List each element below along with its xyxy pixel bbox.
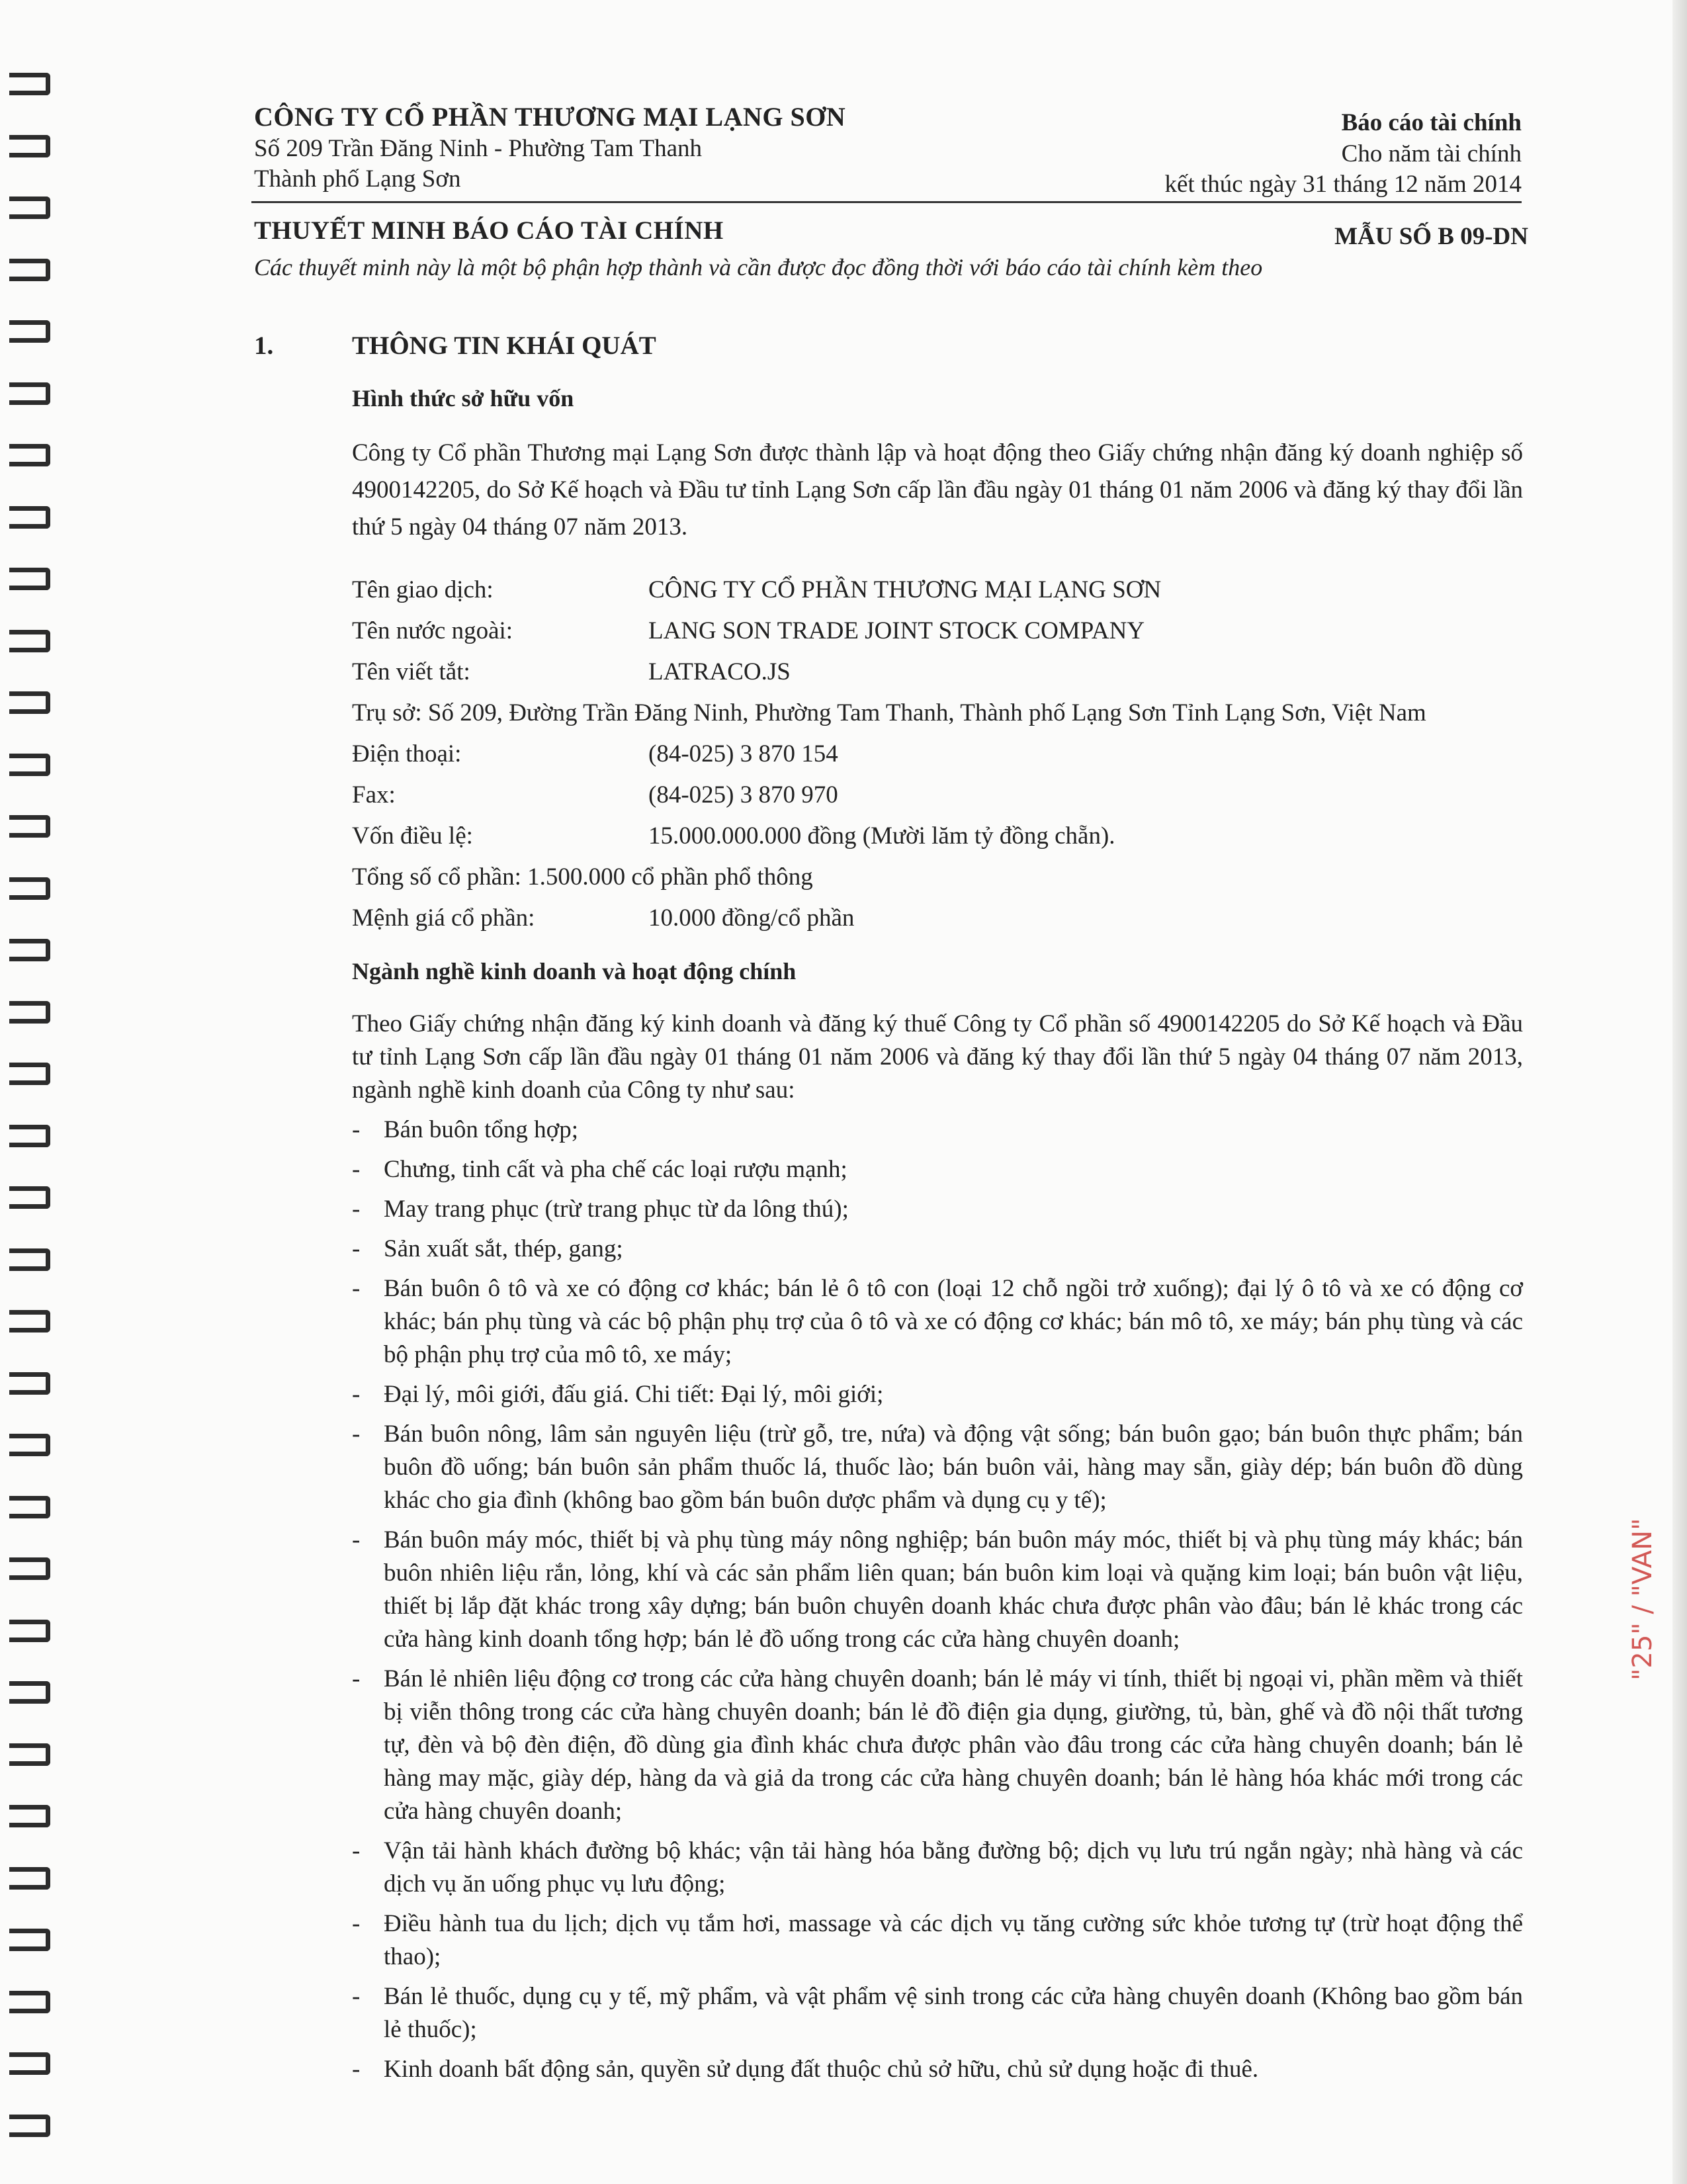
binding-ring: [9, 1557, 50, 1580]
business-line-item: - Bán lẻ thuốc, dụng cụ y tế, mỹ phẩm, và vật phẩm vệ sinh trong các cửa hàng chuyên doanh (Không bao gồm bán lẻ thuốc);: [352, 1980, 1523, 2046]
business-lines-list: [352, 1114, 1523, 2086]
form-code: MẪU SỐ B 09-DN: [1334, 223, 1528, 250]
info-value: LATRACO.JS: [648, 658, 791, 685]
section-title: THUYẾT MINH BÁO CÁO TÀI CHÍNH: [254, 216, 724, 245]
binding-ring: [9, 1310, 50, 1332]
binding-ring: [9, 691, 50, 714]
binding-ring: [9, 2115, 50, 2137]
business-line-item: - Sản xuất sắt, thép, gang;: [352, 1233, 1523, 1266]
business-line-item: - Bán buôn máy móc, thiết bị và phụ tùng máy nông nghiệp; bán buôn máy móc, thiết bị và phụ tùng máy khác; bán buôn nhiên liệu rắn, lỏng, khí và các sản phẩm liên quan; bán buôn kim loại và quặng kim loại; bán buôn vật liệu, thiết bị lắp đặt khác trong xây dựng; bán buôn chuyên doanh khác chưa được phân vào đâu; bán lẻ khác trong các cửa hàng kinh doanh tổng hợp; bán lẻ đồ uống trong các cửa hàng chuyên doanh;: [352, 1524, 1523, 1656]
company-name: CÔNG TY CỔ PHẦN THƯƠNG MẠI LẠNG SƠN: [254, 102, 846, 132]
general-info-body: [352, 384, 1523, 2086]
binding-ring: [9, 1372, 50, 1395]
binding-ring: [9, 197, 50, 219]
binding-ring: [9, 630, 50, 652]
binding-ring: [9, 815, 50, 838]
binding-ring: [9, 1805, 50, 1827]
binding-ring: [9, 1186, 50, 1209]
binding-ring: [9, 2052, 50, 2075]
binding-ring: [9, 1743, 50, 1766]
info-value: LANG SON TRADE JOINT STOCK COMPANY: [648, 617, 1145, 644]
business-line-item: - Điều hành tua du lịch; dịch vụ tắm hơi, massage và các dịch vụ tăng cường sức khỏe tương tự (trừ hoạt động thể thao);: [352, 1907, 1523, 1974]
general-info-heading: [254, 331, 1523, 361]
binding-ring: [9, 444, 50, 466]
business-intro: Theo Giấy chứng nhận đăng ký kinh doanh và đăng ký thuế Công ty Cổ phần số 4900142205 do Sở Kế hoạch và Đầu tư tỉnh Lạng Sơn cấp lần đầu ngày 01 tháng 01 năm 2006 và đăng ký thay đổi lần thứ 5 ngày 04 tháng 07 năm 2013, ngành nghề kinh doanh của Công ty như sau:: [352, 1010, 1523, 1104]
heading-text: THÔNG TIN KHÁI QUÁT: [352, 331, 656, 360]
heading-number: 1.: [254, 331, 274, 360]
business-line-item: - Bán lẻ nhiên liệu động cơ trong các cửa hàng chuyên doanh; bán lẻ máy vi tính, thiết bị ngoại vi, phần mềm và thiết bị viễn thông trong các cửa hàng chuyên doanh; bán lẻ đồ điện gia dụng, giường, tủ, bàn, ghế và đồ nội thất tương tự, đèn và bộ đèn điện, đồ dùng gia đình khác chưa được phân vào đâu trong các cửa hàng chuyên doanh; bán lẻ hàng may mặc, giày dép, hàng da và giả da trong các cửa hàng chuyên doanh; bán lẻ hàng hóa khác mới trong các cửa hàng chuyên doanh;: [352, 1663, 1523, 1828]
business-line-item: - Chưng, tinh cất và pha chế các loại rượu mạnh;: [352, 1153, 1523, 1186]
binding-ring: [9, 568, 50, 590]
company-info-table: [352, 570, 1523, 939]
binding-ring: [9, 1681, 50, 1704]
company-address-line2: Thành phố Lạng Sơn: [254, 165, 461, 193]
info-row-fax: [352, 775, 1523, 816]
info-label: Tên nước ngoài:: [352, 617, 513, 644]
info-label: Tên viết tắt:: [352, 658, 470, 685]
business-heading: Ngành nghề kinh doanh và hoạt động chính: [352, 958, 797, 984]
margin-handwritten-mark: "25" / "VAN": [1627, 1518, 1658, 1681]
binding-ring: [9, 1125, 50, 1147]
binding-ring: [9, 1248, 50, 1271]
section-subtitle: Các thuyết minh này là một bộ phận hợp thành và cần được đọc đồng thời với báo cáo tài chính kèm theo: [254, 254, 1263, 281]
binding-ring: [9, 754, 50, 776]
binding-ring: [9, 1867, 50, 1890]
info-value: (84-025) 3 870 154: [648, 740, 838, 767]
ownership-heading: Hình thức sở hữu vốn: [352, 385, 574, 412]
page-edge-shadow: [1672, 0, 1687, 2184]
binding-ring: [9, 1620, 50, 1642]
info-value: CÔNG TY CỔ PHẦN THƯƠNG MẠI LẠNG SƠN: [648, 576, 1162, 603]
info-label: Điện thoại:: [352, 740, 462, 767]
binding-ring: [9, 939, 50, 961]
info-value: 10.000 đồng/cổ phần: [648, 904, 855, 932]
report-header: [1059, 107, 1522, 200]
info-row-trade-name: [352, 570, 1523, 611]
binding-ring: [9, 1063, 50, 1085]
business-line-item: - Vận tải hành khách đường bộ khác; vận tải hàng hóa bằng đường bộ; dịch vụ lưu trú ngắn ngày; nhà hàng và các dịch vụ ăn uống phục vụ lưu động;: [352, 1835, 1523, 1901]
binding-ring: [9, 320, 50, 343]
business-line-item: - Đại lý, môi giới, đấu giá. Chi tiết: Đại lý, môi giới;: [352, 1378, 1523, 1411]
info-value: (84-025) 3 870 970: [648, 781, 838, 808]
binding-ring: [9, 877, 50, 900]
report-period-line1: Cho năm tài chính: [1341, 140, 1522, 167]
info-label: Tên giao dịch:: [352, 576, 494, 603]
info-label: Fax:: [352, 781, 396, 808]
binding-ring: [9, 506, 50, 529]
spiral-binding: [9, 73, 56, 2177]
ownership-paragraph: Công ty Cổ phần Thương mại Lạng Sơn được thành lập và hoạt động theo Giấy chứng nhận đăng ký doanh nghiệp số 4900142205, do Sở Kế hoạch và Đầu tư tỉnh Lạng Sơn cấp lần đầu ngày 01 tháng 01 năm 2006 và đăng ký thay đổi lần thứ 5 ngày 04 tháng 07 năm 2013.: [352, 439, 1523, 541]
binding-ring: [9, 135, 50, 157]
business-line-item: - Bán buôn ô tô và xe có động cơ khác; bán lẻ ô tô con (loại 12 chỗ ngồi trở xuống); đại lý ô tô và xe có động cơ khác; bán phụ tùng và các bộ phận phụ trợ của ô tô và xe có động cơ khác; bán mô tô, xe máy; bán phụ tùng và các bộ phận phụ trợ của mô tô, xe máy;: [352, 1272, 1523, 1372]
business-line-item: - Bán buôn nông, lâm sản nguyên liệu (trừ gỗ, tre, nứa) và động vật sống; bán buôn gạo; bán buôn thực phẩm; bán buôn đồ uống; bán buôn sản phẩm thuốc lá, thuốc lào; bán buôn vải, hàng may sẵn, giày dép; bán buôn đồ dùng khác cho gia đình (không bao gồm bán buôn dược phẩm và dụng cụ y tế);: [352, 1418, 1523, 1517]
info-row-capital: [352, 816, 1523, 857]
company-header: [254, 101, 982, 195]
info-row-headquarters: Trụ sở: Số 209, Đường Trần Đăng Ninh, Phường Tam Thanh, Thành phố Lạng Sơn Tỉnh Lạng Sơn, Việt Nam: [352, 699, 1426, 726]
binding-ring: [9, 1991, 50, 2013]
binding-ring: [9, 1496, 50, 1518]
info-row-foreign-name: [352, 611, 1523, 652]
info-label: Mệnh giá cổ phần:: [352, 904, 535, 932]
business-line-item: - Kinh doanh bất động sản, quyền sử dụng đất thuộc chủ sở hữu, chủ sử dụng hoặc đi thuê.: [352, 2053, 1523, 2086]
binding-ring: [9, 382, 50, 405]
binding-ring: [9, 1001, 50, 1024]
binding-ring: [9, 1434, 50, 1456]
binding-ring: [9, 1929, 50, 1951]
info-row-shares: Tổng số cổ phần: 1.500.000 cổ phần phổ thông: [352, 863, 813, 891]
header-divider: [251, 201, 1522, 203]
report-period-line2: kết thúc ngày 31 tháng 12 năm 2014: [1164, 171, 1522, 198]
info-row-par-value: [352, 898, 1523, 939]
binding-ring: [9, 259, 50, 281]
binding-ring: [9, 73, 50, 95]
info-value: 15.000.000.000 đồng (Mười lăm tỷ đồng chẵn).: [648, 822, 1115, 850]
report-title: Báo cáo tài chính: [1341, 109, 1522, 136]
info-row-short-name: [352, 652, 1523, 693]
business-line-item: - Bán buôn tổng hợp;: [352, 1114, 1523, 1147]
info-row-phone: [352, 734, 1523, 775]
info-label: Vốn điều lệ:: [352, 822, 473, 850]
company-address-line1: Số 209 Trần Đăng Ninh - Phường Tam Thanh: [254, 135, 703, 162]
business-line-item: - May trang phục (trừ trang phục từ da lông thú);: [352, 1193, 1523, 1226]
main-content: [254, 331, 1523, 2093]
